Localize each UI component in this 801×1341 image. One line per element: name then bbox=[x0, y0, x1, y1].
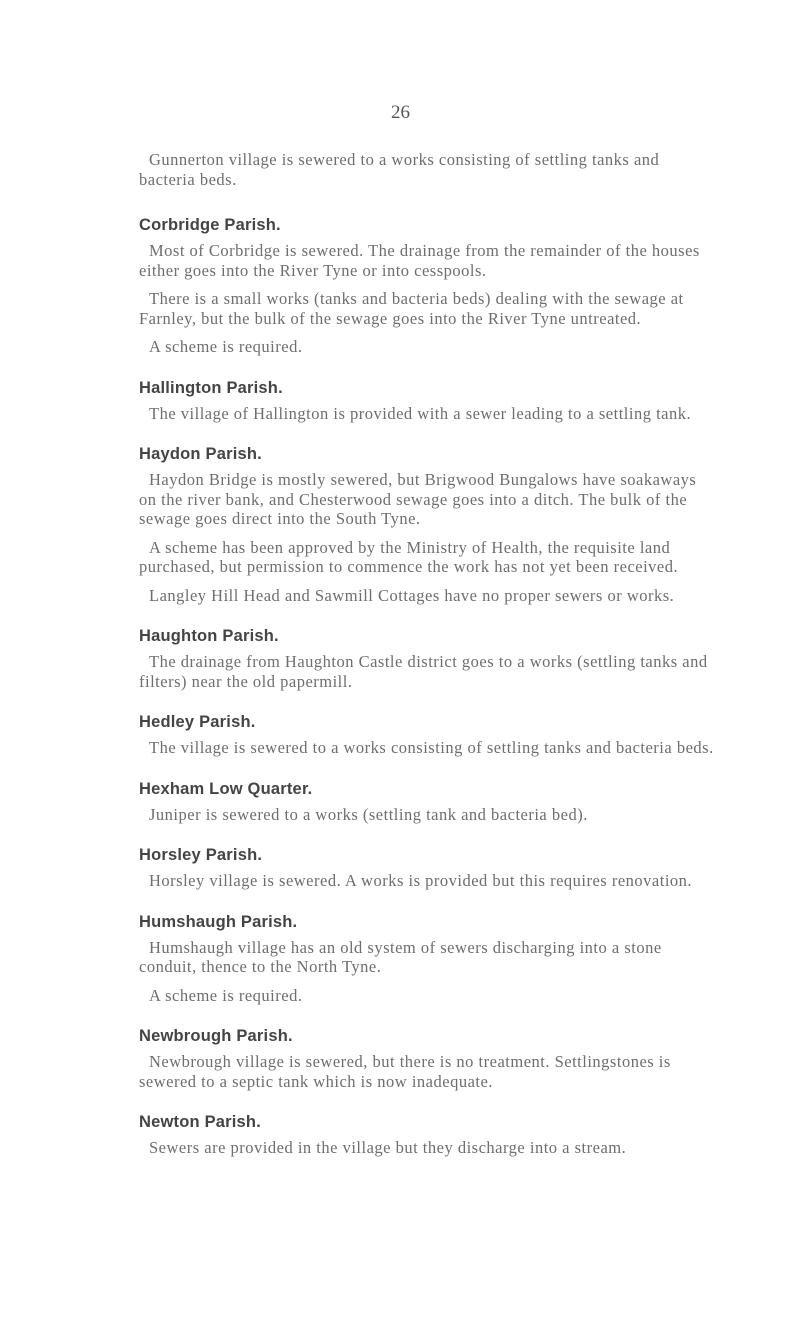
section bbox=[139, 913, 714, 1006]
section-paragraph: The village of Hallington is provided with a sewer leading to a settling tank. bbox=[149, 403, 692, 423]
section-paragraph: A scheme has been approved by the Ministry of Health, the requisite land purchased, but permission to commence the work has not yet been received. bbox=[139, 537, 679, 576]
section-paragraph: A scheme is required. bbox=[149, 337, 303, 356]
document-body bbox=[139, 150, 714, 1180]
section-paragraph: The drainage from Haughton Castle district goes to a works (settling tanks and filters) near the old papermill. bbox=[139, 652, 708, 691]
section bbox=[139, 846, 714, 891]
section-paragraph: Horsley village is sewered. A works is provided but this requires renovation. bbox=[149, 871, 693, 890]
section-heading: Newton Parish. bbox=[139, 1113, 261, 1131]
section-heading: Corbridge Parish. bbox=[139, 216, 281, 234]
section bbox=[139, 445, 714, 605]
section bbox=[139, 1113, 714, 1158]
section bbox=[139, 379, 714, 424]
section-paragraph: A scheme is required. bbox=[149, 985, 303, 1005]
section-paragraph: Haydon Bridge is mostly sewered, but Brigwood Bungalows have soakaways on the river bank, and Chesterwood sewage goes into a ditch. The bulk of the sewage goes direct into the South Tyne. bbox=[139, 470, 697, 528]
page-number: 26 bbox=[391, 102, 410, 123]
section-heading: Horsley Parish. bbox=[139, 846, 263, 864]
section-paragraph: Newbrough village is sewered, but there is no treatment. Settlingstones is sewered to a septic tank which is now inadequate. bbox=[139, 1052, 671, 1091]
section-heading: Newbrough Parish. bbox=[139, 1027, 293, 1045]
section-heading: Hexham Low Quarter. bbox=[139, 779, 313, 798]
section bbox=[139, 713, 714, 758]
section-paragraph: Most of Corbridge is sewered. The drainage from the remainder of the houses either goes into the River Tyne or into cesspools. bbox=[139, 241, 700, 280]
section bbox=[139, 780, 714, 825]
section bbox=[139, 216, 714, 357]
section-paragraph: Sewers are provided in the village but they discharge into a stream. bbox=[149, 1138, 627, 1157]
section-paragraph: Humshaugh village has an old system of sewers discharging into a stone conduit, thence to the North Tyne. bbox=[139, 937, 662, 976]
section-paragraph: Langley Hill Head and Sawmill Cottages have no proper sewers or works. bbox=[149, 585, 675, 605]
section bbox=[139, 627, 714, 691]
section-heading: Haughton Parish. bbox=[139, 627, 279, 645]
section-heading: Hedley Parish. bbox=[139, 713, 256, 731]
section-heading: Haydon Parish. bbox=[139, 445, 262, 463]
section-paragraph: The village is sewered to a works consisting of settling tanks and bacteria beds. bbox=[149, 738, 714, 757]
section bbox=[139, 1027, 714, 1091]
section-paragraph: Juniper is sewered to a works (settling tank and bacteria bed). bbox=[149, 804, 588, 824]
section-heading: Humshaugh Parish. bbox=[139, 912, 298, 931]
section-heading: Hallington Parish. bbox=[139, 378, 283, 397]
section-paragraph: There is a small works (tanks and bacteria beds) dealing with the sewage at Farnley, but the bulk of the sewage goes into the River Tyne untreated. bbox=[139, 289, 684, 328]
sections-container bbox=[139, 216, 714, 1158]
intro-paragraph: Gunnerton village is sewered to a works consisting of settling tanks and bacteria beds. bbox=[139, 150, 660, 189]
